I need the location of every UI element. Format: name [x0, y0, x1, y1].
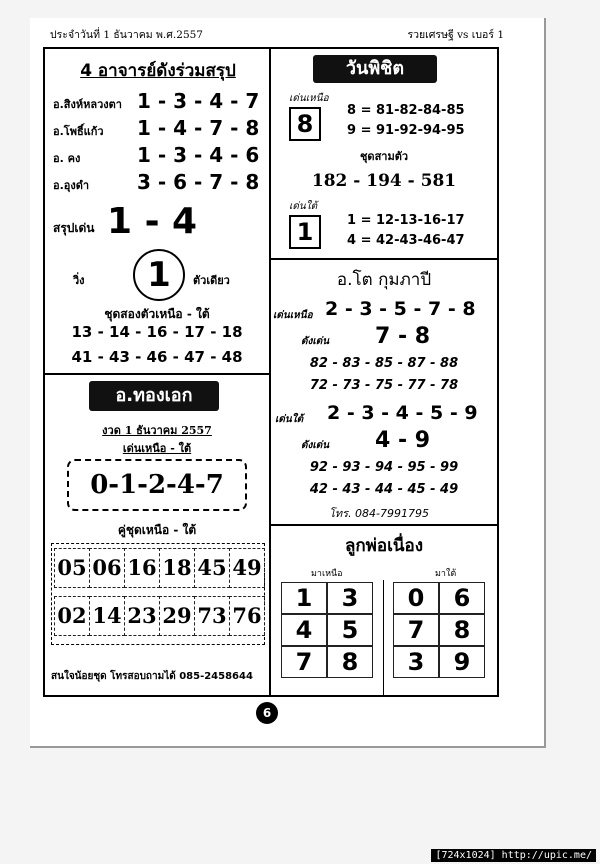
- phone-line: โทร. 084-7991795: [329, 507, 430, 520]
- north-value: 2 - 3 - 5 - 7 - 8: [325, 298, 476, 320]
- left-grid-cell: 7: [281, 646, 327, 678]
- teacher-name: อ.โพธิ์แก้ว: [53, 125, 104, 138]
- grid-cell: 76: [229, 596, 265, 636]
- pair-row: 41 - 43 - 46 - 47 - 48: [71, 348, 243, 366]
- panel-title: อ.ทองเอก: [89, 381, 219, 411]
- bottom-line: 4 = 42-43-46-47: [347, 233, 465, 248]
- contact-line: สนใจน้อยชุด โทรสอบถามได้ 085-2458644: [51, 671, 253, 682]
- north-dang-label: ดังเด่น: [301, 336, 330, 347]
- right-grid-cell: 3: [393, 646, 439, 678]
- teacher-numbers: 1 - 3 - 4 - 6: [137, 143, 260, 167]
- header-date: ประจำวันที่ 1 ธันวาคม พ.ศ.2557: [50, 29, 203, 41]
- right-grid-cell: 7: [393, 614, 439, 646]
- panel-title: อ.โต กุมภาปี: [336, 270, 432, 290]
- right-grid-cell: 6: [439, 582, 485, 614]
- teacher-name: อ.อุงดำ: [53, 179, 90, 192]
- panel-title: 4 อาจารย์ดังร่วมสรุป: [80, 61, 236, 81]
- left-grid-cell: 5: [327, 614, 373, 646]
- left-grid-label: มาเหนือ: [311, 569, 343, 579]
- north-row: 72 - 73 - 75 - 77 - 78: [309, 378, 459, 393]
- right-grid-cell: 9: [439, 646, 485, 678]
- panel-to: [271, 260, 497, 524]
- grid-cell: 14: [89, 596, 125, 636]
- draw-subtitle: เด่นเหนือ - ใต้: [122, 442, 192, 455]
- three-value: 182 - 194 - 581: [311, 171, 457, 191]
- north-dang-value: 7 - 8: [375, 324, 431, 349]
- left-grid-cell: 3: [327, 582, 373, 614]
- grid-cell: 23: [124, 596, 160, 636]
- right-grid-cell: 0: [393, 582, 439, 614]
- teacher-numbers: 3 - 6 - 7 - 8: [137, 170, 260, 194]
- image-host-footer[interactable]: [724x1024] http://upic.me/: [431, 849, 596, 862]
- teacher-name: อ. คง: [53, 152, 81, 165]
- teacher-numbers: 1 - 4 - 7 - 8: [137, 116, 260, 140]
- teacher-name: อ.สิงห์หลวงตา: [53, 98, 122, 111]
- grid-cell: 49: [229, 548, 265, 588]
- left-grid-cell: 8: [327, 646, 373, 678]
- header-title: รวยเศรษฐี vs เบอร์ 1: [407, 29, 504, 41]
- south-dang-value: 4 - 9: [375, 428, 431, 453]
- south-row: 42 - 43 - 44 - 45 - 49: [309, 482, 459, 497]
- grid-cell: 16: [124, 548, 160, 588]
- single-label: ตัวเดียว: [193, 274, 230, 287]
- bottom-line: 1 = 12-13-16-17: [347, 213, 465, 228]
- grid-divider: [383, 580, 384, 695]
- pair-row: 13 - 14 - 16 - 17 - 18: [71, 323, 243, 341]
- south-label: เด่นใต้: [275, 414, 304, 425]
- bottom-label: เด่นใต้: [289, 201, 318, 212]
- teacher-numbers: 1 - 3 - 4 - 7: [137, 89, 260, 113]
- grid-cell: 73: [194, 596, 230, 636]
- south-value: 2 - 3 - 4 - 5 - 9: [327, 402, 478, 424]
- north-row: 82 - 83 - 85 - 87 - 88: [309, 356, 459, 371]
- panel-lukpho: [271, 526, 497, 695]
- grid-cell: 06: [89, 548, 125, 588]
- single-digit-circle: 1: [133, 249, 185, 301]
- grid-cell: 29: [159, 596, 195, 636]
- summary-value: 1 - 4: [107, 201, 198, 242]
- panel-title: วันพิชิต: [313, 55, 437, 83]
- south-dang-label: ดังเด่น: [301, 440, 330, 451]
- panel-title: ลูกพ่อเนื่อง: [344, 536, 424, 556]
- top-line: 8 = 81-82-84-85: [347, 103, 465, 118]
- run-label: วิ่ง: [73, 274, 85, 287]
- left-grid-cell: 4: [281, 614, 327, 646]
- grid-cell: 05: [54, 548, 90, 588]
- right-grid-label: มาใต้: [435, 569, 457, 579]
- magazine-page: [30, 18, 546, 748]
- main-numbers-box: 0-1-2-4-7: [67, 459, 247, 511]
- bottom-digit-box: 1: [289, 215, 321, 249]
- top-label: เด่นเหนือ: [289, 93, 329, 104]
- left-grid-cell: 1: [281, 582, 327, 614]
- north-label: เด่นเหนือ: [273, 310, 313, 321]
- panel-thongek: [45, 375, 269, 695]
- panel-wanphichit: [271, 49, 497, 258]
- three-label: ชุดสามตัว: [359, 150, 409, 163]
- south-row: 92 - 93 - 94 - 95 - 99: [309, 460, 459, 475]
- pair-title: ชุดสองตัวเหนือ - ใต้: [104, 307, 210, 321]
- pair-grid: [51, 543, 265, 645]
- draw-date: งวด 1 ธันวาคม 2557: [102, 424, 212, 437]
- grid-cell: 45: [194, 548, 230, 588]
- grid-cell: 02: [54, 596, 90, 636]
- summary-label: สรุปเด่น: [53, 221, 95, 235]
- content-frame: [43, 47, 499, 697]
- top-line: 9 = 91-92-94-95: [347, 123, 465, 138]
- grid-cell: 18: [159, 548, 195, 588]
- page-number: 6: [256, 702, 278, 724]
- top-digit-box: 8: [289, 107, 321, 141]
- pair-title: คู่ชุดเหนือ - ใต้: [117, 523, 197, 537]
- right-grid-cell: 8: [439, 614, 485, 646]
- panel-four-teachers: [45, 49, 269, 373]
